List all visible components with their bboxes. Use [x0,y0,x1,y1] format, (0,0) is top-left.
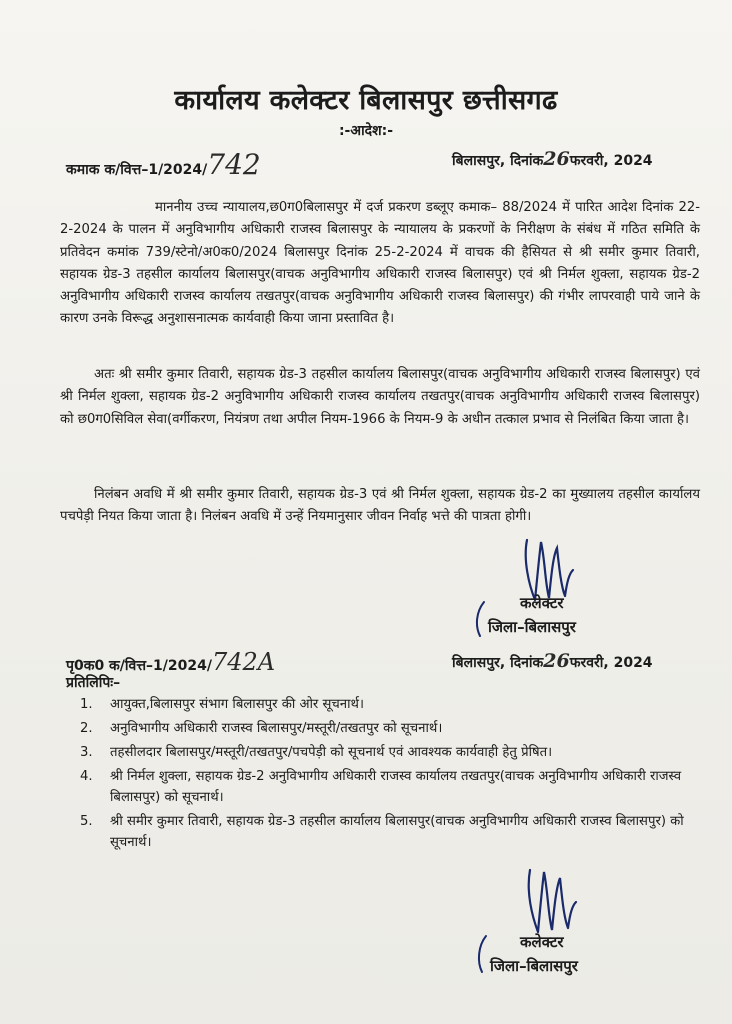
list-item [80,811,700,853]
list-item [80,766,700,808]
signature2-district: जिला–बिलासपुर [490,957,578,975]
list-item-text: तहसीलदार बिलासपुर/मस्तूरी/तखतपुर/पचपेड़ी को सूचनार्थ एवं आवश्यक कार्यवाही हेतु प्रेषित। [110,745,553,760]
list-item [80,694,700,715]
endorsement-date-day-handwritten: 26 [543,650,570,672]
recipients-list [80,694,700,856]
order-date-suffix: फरवरी, 2024 [569,153,653,169]
endorsement-date-prefix: बिलासपुर, दिनांक [452,655,544,671]
order-reference [66,148,261,181]
copy-heading: प्रतिलिपिः– [66,675,121,691]
list-item-text: आयुक्त,बिलासपुर संभाग बिलासपुर की ओर सूचनार्थ। [110,697,364,712]
office-title: कार्यालय कलेक्टर बिलासपुर छत्तीसगढ [174,85,558,116]
list-item [80,718,700,739]
signature2-flourish [474,934,490,974]
endorsement-date [452,650,653,672]
endorsement-ref-prefix: पृ0क0 क/वित्त–1/2024/ [66,658,212,674]
order-heading: :-आदेश:- [338,123,394,139]
order-paragraph-3: निलंबन अवधि में श्री समीर कुमार तिवारी, सहायक ग्रेड-3 एवं श्री निर्मल शुक्ला, सहायक ग्रेड-2 का मुख्यालय तहसील कार्यालय पचपेड़ी नियत किया जाता है। निलंबन अवधि में उन्हें नियमानुसार जीवन निर्वाह भत्ते की पात्रता होगी। [60,487,700,525]
list-item-text: श्री समीर कुमार तिवारी, सहायक ग्रेड-3 तहसील कार्यालय बिलासपुर(वाचक अनुविभागीय अधिकारी राजस्व बिलासपुर) को सूचनार्थ। [110,814,684,850]
endorsement-ref-number-handwritten: 742A [211,648,276,676]
order-date [452,148,653,170]
list-item-number: 1. [80,697,93,712]
endorsement-date-suffix: फरवरी, 2024 [569,655,653,671]
signature1-flourish [472,600,488,638]
list-item-text: अनुविभागीय अधिकारी राजस्व बिलासपुर/मस्तूरी/तखतपुर को सूचनार्थ। [110,721,443,736]
list-item-number: 5. [80,814,93,829]
endorsement-reference [66,648,275,676]
signature1-designation: कलेक्टर [520,594,564,612]
list-item-number: 4. [80,769,93,784]
list-item-text: श्री निर्मल शुक्ला, सहायक ग्रेड-2 अनुविभागीय अधिकारी राजस्व कार्यालय तखतपुर(वाचक अनुविभागीय अधिकारी राजस्व बिलासपुर) को सूचनार्थ। [110,769,682,805]
order-paragraph-1: माननीय उच्च न्यायालय,छ0ग0बिलासपुर में दर्ज प्रकरण डब्लूए कमाक– 88/2024 में पारित आदेश दिनांक 22-2-2024 के पालन में अनुविभागीय अधिकारी राजस्व बिलासपुर के न्यायालय के प्रकरणों के निरीक्षण के संबंध में गठित समिति के प्रतिवेदन कमांक 739/स्टेनो/अ0क0/2024 बिलासपुर दिनांक 25-2-2024 में वाचक की हैसियत से श्री समीर कुमार तिवारी, सहायक ग्रेड-3 तहसील कार्यालय बिलासपुर(वाचक अनुविभागीय अधिकारी राजस्व बिलासपुर) एवं श्री निर्मल शुक्ला, सहायक ग्रेड-2 अनुविभागीय अधिकारी राजस्व कार्यालय तखतपुर(वाचक अनुविभागीय अधिकारी राजस्व बिलासपुर) की गंभीर लापरवाही पाये जाने के कारण उनके विरूद्ध अनुशासनात्मक कार्यवाही किया जाना प्रस्तावित है। [60,200,700,327]
signature2-designation: कलेक्टर [520,933,564,951]
order-paragraph-2: अतः श्री समीर कुमार तिवारी, सहायक ग्रेड-3 तहसील कार्यालय बिलासपुर(वाचक अनुविभागीय अधिकारी राजस्व बिलासपुर) एवं श्री निर्मल शुक्ला, सहायक ग्रेड-2 अनुविभागीय अधिकारी राजस्व कार्यालय तखतपुर(वाचक अनुविभागीय अधिकारी राजस्व बिलासपुर) को छ0ग0सिविल सेवा(वर्गीकरण, नियंत्रण तथा अपील नियम-1966 के नियम-9 के अधीन तत्काल प्रभाव से निलंबित किया जाता है। [60,367,700,427]
order-ref-prefix: कमाक क/वित्त–1/2024/ [66,162,208,178]
list-item [80,742,700,763]
order-date-day-handwritten: 26 [543,148,570,170]
signature1-district: जिला–बिलासपुर [488,618,576,636]
order-date-prefix: बिलासपुर, दिनांक [452,153,544,169]
list-item-number: 2. [80,721,93,736]
collector-signature-2 [510,862,590,942]
list-item-number: 3. [80,745,93,760]
order-ref-number-handwritten: 742 [207,148,261,181]
